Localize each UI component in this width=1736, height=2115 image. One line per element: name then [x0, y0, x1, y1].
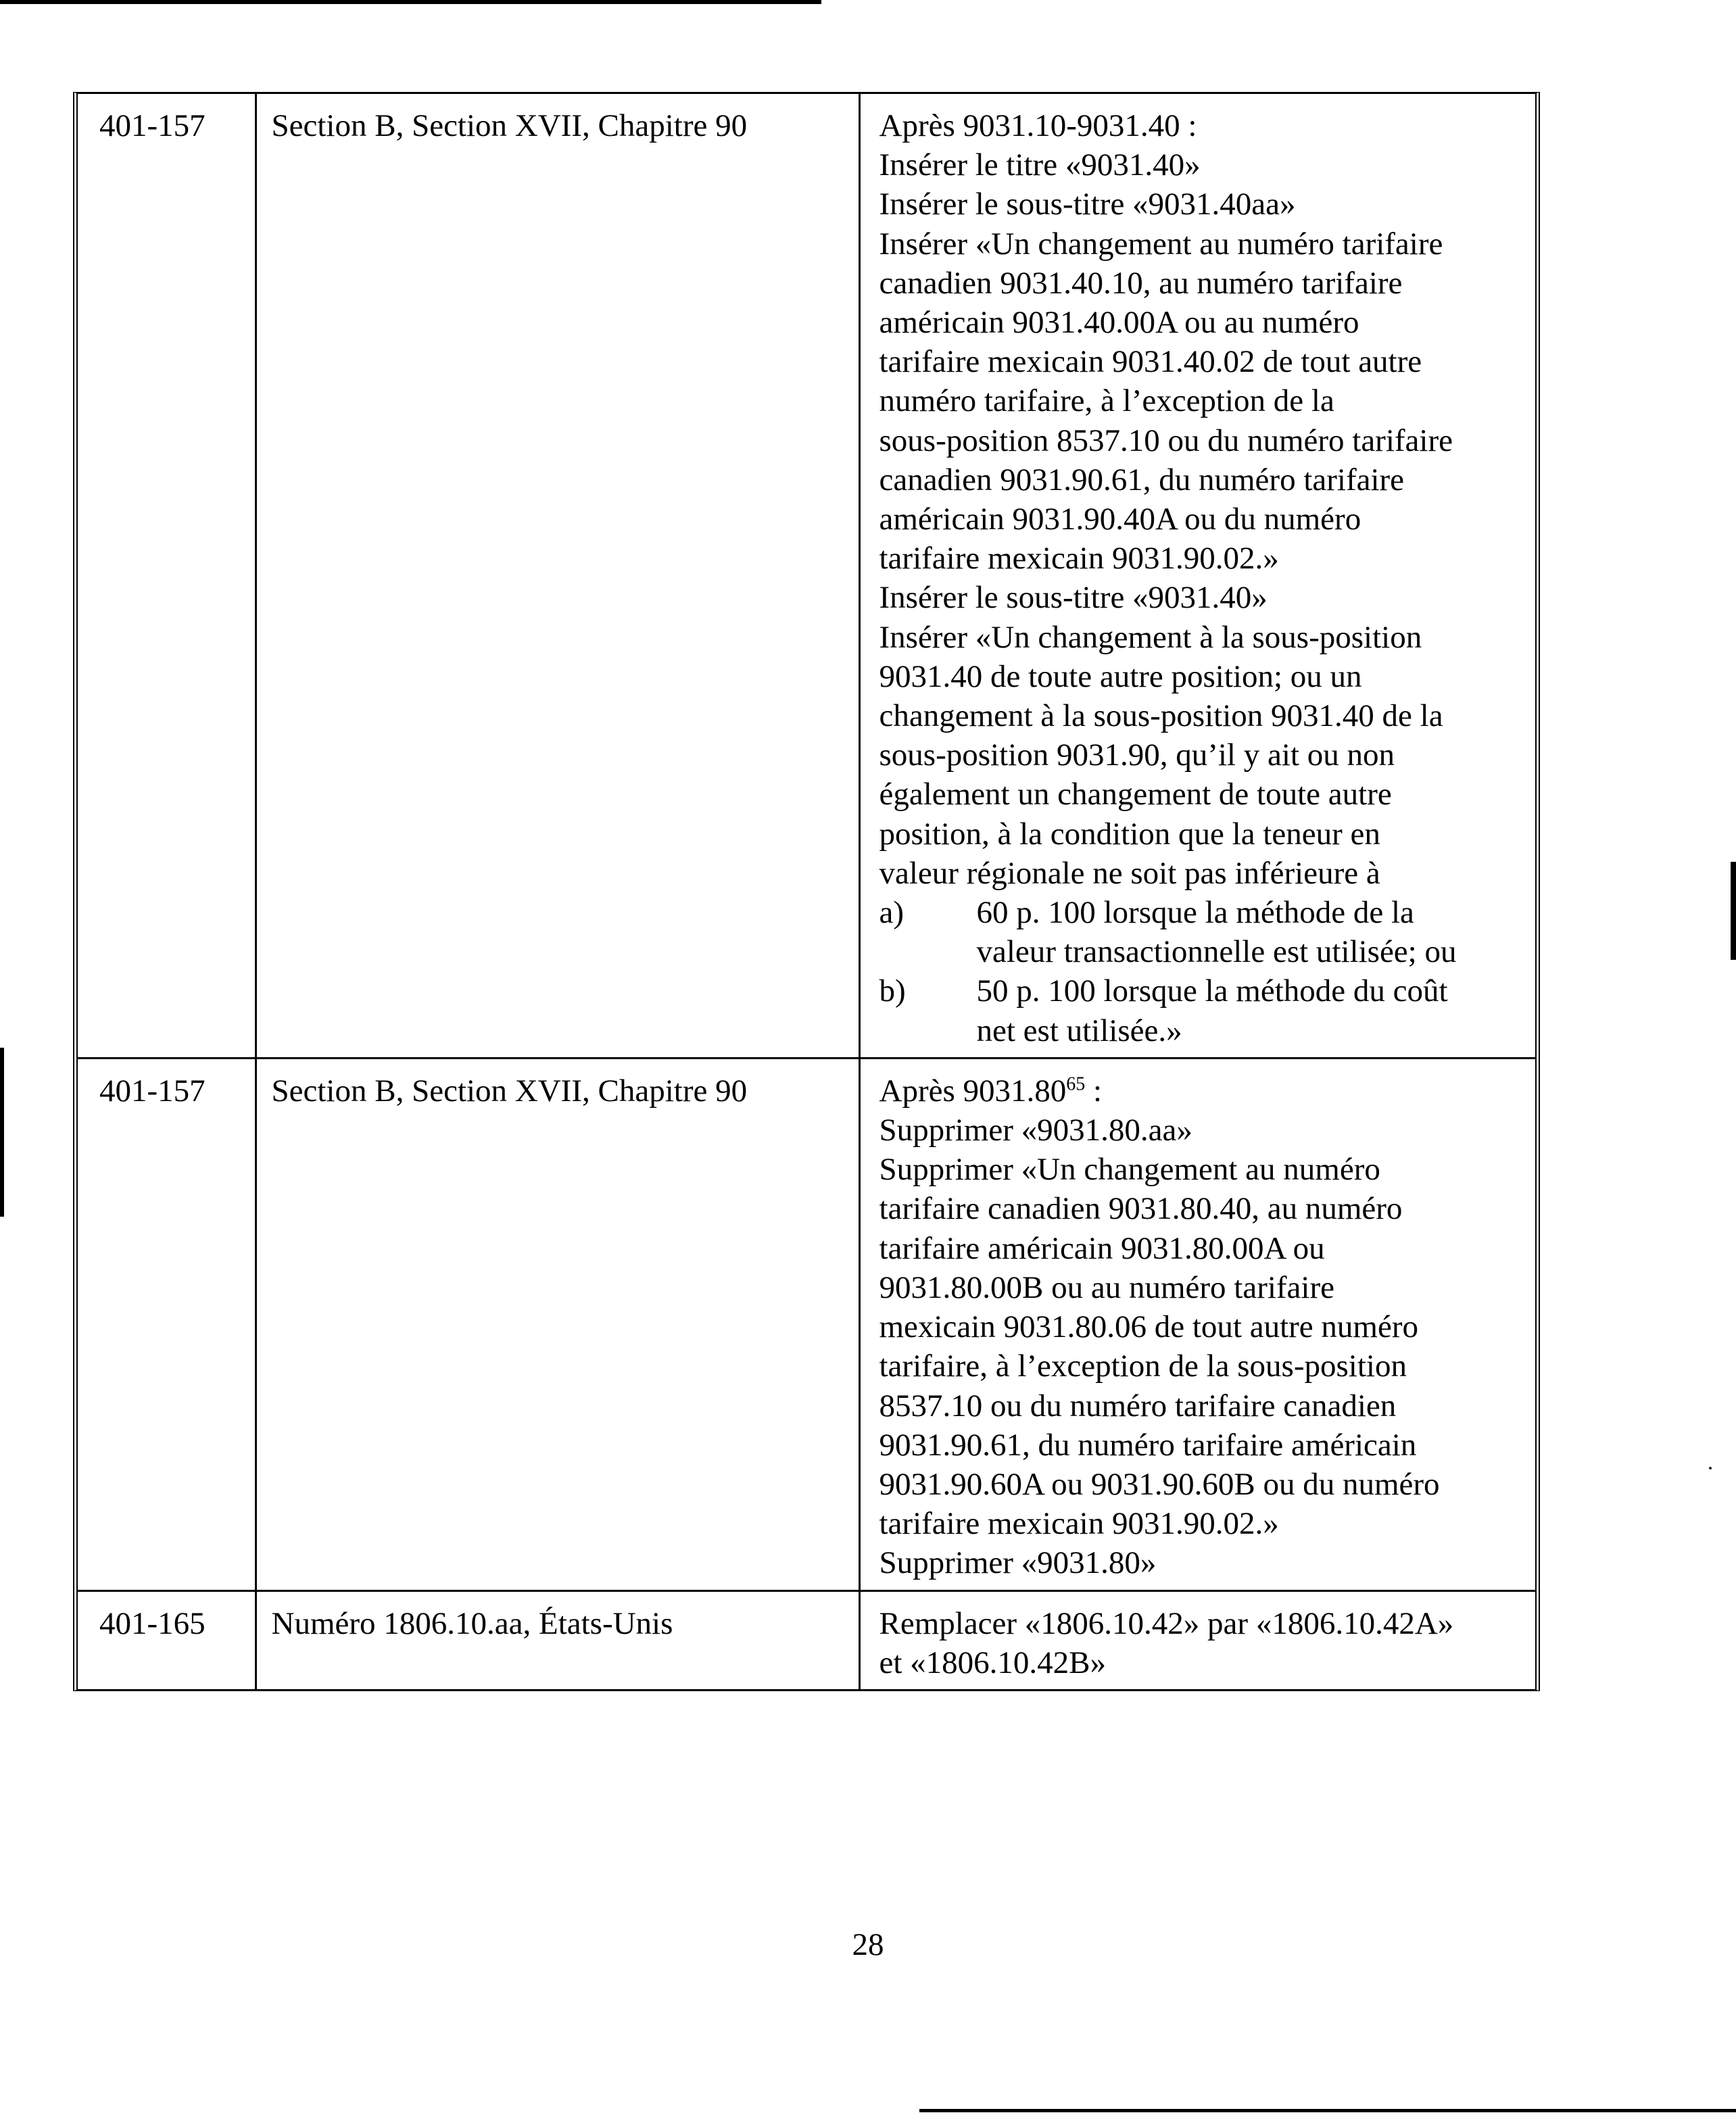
item-line: valeur transactionnelle est utilisée; ou	[976, 934, 1457, 970]
amendment-line: 9031.90.61, du numéro tarifaire américain	[879, 1427, 1417, 1463]
reference-cell	[78, 1058, 256, 1590]
amendment-line-prefix: Après 9031.80	[879, 1073, 1067, 1109]
amendment-line: canadien 9031.40.10, au numéro tarifaire	[879, 265, 1403, 301]
amendment-line-suffix: :	[1085, 1073, 1103, 1109]
item-line: 60 p. 100 lorsque la méthode de la	[976, 895, 1414, 931]
amendment-cell	[859, 1058, 1535, 1590]
amendment-line: et «1806.10.42B»	[879, 1645, 1107, 1680]
amendment-line: Insérer «Un changement à la sous-position	[879, 619, 1422, 655]
amendment-line: mexicain 9031.80.06 de tout autre numéro	[879, 1309, 1418, 1345]
amendment-cell	[859, 94, 1535, 1058]
reference-number: 401-165	[99, 1605, 206, 1641]
amendment-line: valeur régionale ne soit pas inférieure à	[879, 855, 1380, 891]
page-number: 28	[852, 1927, 884, 1962]
scan-edge-right	[1731, 862, 1736, 960]
amendment-line: sous-position 8537.10 ou du numéro tarifaire	[879, 422, 1453, 458]
reference-cell	[78, 94, 256, 1058]
amendment-line: numéro tarifaire, à l’exception de la	[879, 383, 1334, 419]
reference-cell	[78, 1590, 256, 1689]
location-cell	[256, 1590, 859, 1689]
amendment-line: 9031.90.60A ou 9031.90.60B ou du numéro	[879, 1466, 1440, 1502]
amendment-line: américain 9031.90.40A ou du numéro	[879, 502, 1361, 537]
item-line: net est utilisée.»	[976, 1013, 1182, 1048]
amendment-line: également un changement de toute autre	[879, 777, 1392, 812]
table-row	[78, 1058, 1535, 1590]
table-row	[78, 1590, 1535, 1689]
reference-number: 401-157	[99, 108, 206, 143]
scan-edge-bottom	[919, 2109, 1736, 2112]
list-item	[879, 893, 1521, 971]
amendment-line: Supprimer «9031.80.aa»	[879, 1113, 1192, 1148]
amendment-line: tarifaire mexicain 9031.90.02.»	[879, 1506, 1279, 1542]
amendment-line: tarifaire canadien 9031.80.40, au numéro	[879, 1191, 1403, 1227]
amendment-line: tarifaire américain 9031.80.00A ou	[879, 1230, 1325, 1266]
amendments-table	[73, 92, 1540, 1691]
list-item	[879, 971, 1521, 1050]
amendment-line: tarifaire mexicain 9031.40.02 de tout autre	[879, 344, 1422, 380]
amendment-line: américain 9031.40.00A ou au numéro	[879, 305, 1359, 341]
item-marker: b)	[879, 973, 906, 1009]
amendment-line: tarifaire, à l’exception de la sous-position	[879, 1348, 1407, 1384]
amendment-line: Insérer «Un changement au numéro tarifaire	[879, 226, 1443, 262]
reference-number: 401-157	[99, 1073, 206, 1109]
amendment-line: Après 9031.10-9031.40 :	[879, 108, 1197, 143]
amendment-line: 9031.80.00B ou au numéro tarifaire	[879, 1269, 1334, 1305]
item-line: 50 p. 100 lorsque la méthode du coût	[976, 973, 1448, 1009]
amendment-line: Insérer le titre «9031.40»	[879, 147, 1201, 183]
location-cell	[256, 1058, 859, 1590]
amendment-line	[879, 1071, 1521, 1111]
location-text: Section B, Section XVII, Chapitre 90	[271, 108, 748, 143]
amendment-line: changement à la sous-position 9031.40 de la	[879, 698, 1443, 734]
scan-speck	[1709, 1467, 1712, 1469]
amendment-line: position, à la condition que la teneur en	[879, 816, 1380, 852]
location-text: Section B, Section XVII, Chapitre 90	[271, 1073, 748, 1109]
amendment-line: Supprimer «9031.80»	[879, 1545, 1157, 1581]
amendment-line: tarifaire mexicain 9031.90.02.»	[879, 541, 1279, 577]
amendment-cell	[859, 1590, 1535, 1689]
amendment-line: sous-position 9031.90, qu’il y ait ou non	[879, 737, 1395, 773]
table-row	[78, 94, 1535, 1058]
amendment-line: 8537.10 ou du numéro tarifaire canadien	[879, 1388, 1397, 1424]
scan-edge-left	[0, 1048, 4, 1217]
scan-edge-top	[0, 0, 821, 4]
amendment-line: Insérer le sous-titre «9031.40»	[879, 580, 1268, 616]
amendment-line: canadien 9031.90.61, du numéro tarifaire	[879, 462, 1405, 497]
item-marker: a)	[879, 895, 905, 931]
amendment-line: Remplacer «1806.10.42» par «1806.10.42A»	[879, 1605, 1454, 1641]
location-text: Numéro 1806.10.aa, États-Unis	[271, 1605, 673, 1641]
location-cell	[256, 94, 859, 1058]
amendment-line: 9031.40 de toute autre position; ou un	[879, 658, 1362, 694]
footnote-marker: 65	[1066, 1073, 1086, 1095]
amendment-line: Insérer le sous-titre «9031.40aa»	[879, 187, 1296, 222]
amendment-line: Supprimer «Un changement au numéro	[879, 1152, 1380, 1188]
